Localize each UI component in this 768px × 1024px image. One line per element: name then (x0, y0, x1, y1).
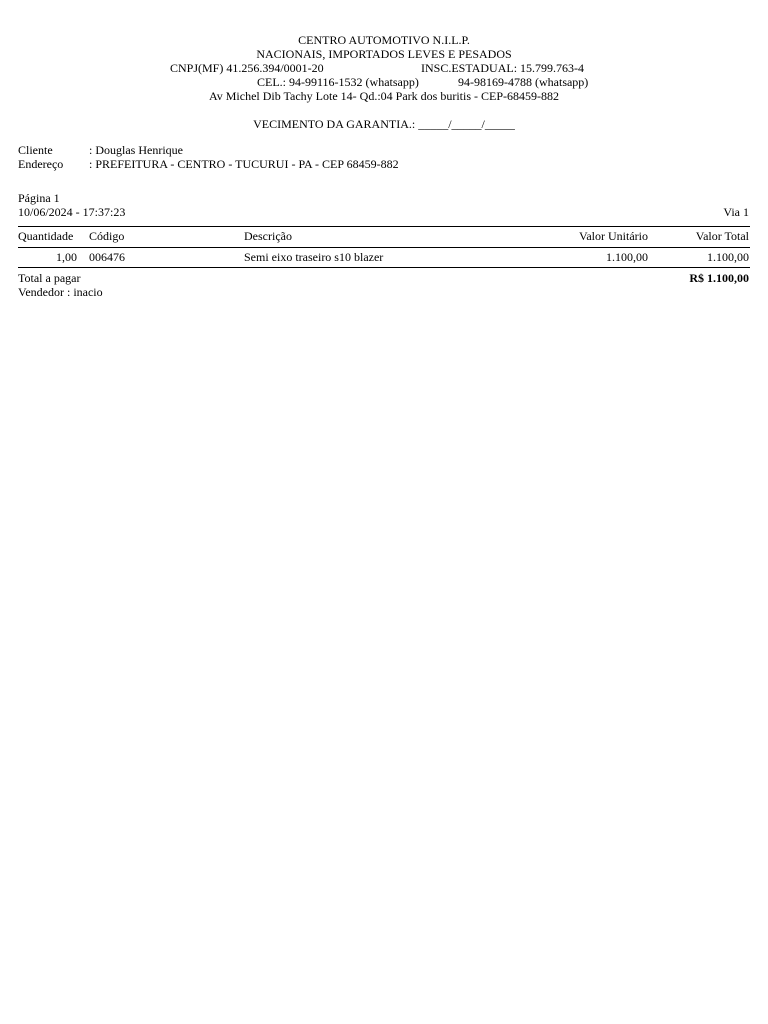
col-quantidade: Quantidade (18, 229, 74, 243)
col-valor-total: Valor Total (695, 229, 749, 243)
table-bottom-rule (18, 267, 750, 268)
via-number: Via 1 (723, 205, 749, 219)
address-label: Endereço (18, 157, 64, 171)
total-value: R$ 1.100,00 (689, 271, 749, 285)
issue-datetime: 10/06/2024 - 17:37:23 (18, 205, 126, 219)
cnpj: CNPJ(MF) 41.256.394/0001-20 (170, 61, 324, 75)
col-valor-unitario: Valor Unitário (579, 229, 648, 243)
phone-1: CEL.: 94-99116-1532 (whatsapp) (257, 75, 419, 89)
table-top-rule (18, 226, 750, 227)
client-value: : Douglas Henrique (89, 143, 183, 157)
company-address: Av Michel Dib Tachy Lote 14- Qd.:04 Park dos buritis - CEP-68459-882 (208, 89, 559, 103)
row-descricao: Semi eixo traseiro s10 blazer (244, 250, 384, 264)
company-subtitle: NACIONAIS, IMPORTADOS LEVES E PESADOS (256, 47, 512, 61)
warranty-date: VECIMENTO DA GARANTIA.: _____/_____/_____ (253, 117, 515, 131)
page-number: Página 1 (18, 191, 60, 205)
address-value: : PREFEITURA - CENTRO - TUCURUI - PA - CEP 68459-882 (89, 157, 399, 171)
company-name: CENTRO AUTOMOTIVO N.I.L.P. (298, 33, 470, 47)
row-valor-unitario: 1.100,00 (606, 250, 648, 264)
client-label: Cliente (18, 143, 53, 157)
table-header-rule (18, 247, 750, 248)
total-label: Total a pagar (18, 271, 81, 285)
col-descricao: Descrição (244, 229, 292, 243)
row-quantidade: 1,00 (56, 250, 77, 264)
row-codigo: 006476 (89, 250, 125, 264)
vendedor: Vendedor : inacio (18, 285, 103, 299)
inscricao-estadual: INSC.ESTADUAL: 15.799.763-4 (421, 61, 585, 75)
row-valor-total: 1.100,00 (707, 250, 749, 264)
col-codigo: Código (89, 229, 125, 243)
phone-2: 94-98169-4788 (whatsapp) (458, 75, 589, 89)
